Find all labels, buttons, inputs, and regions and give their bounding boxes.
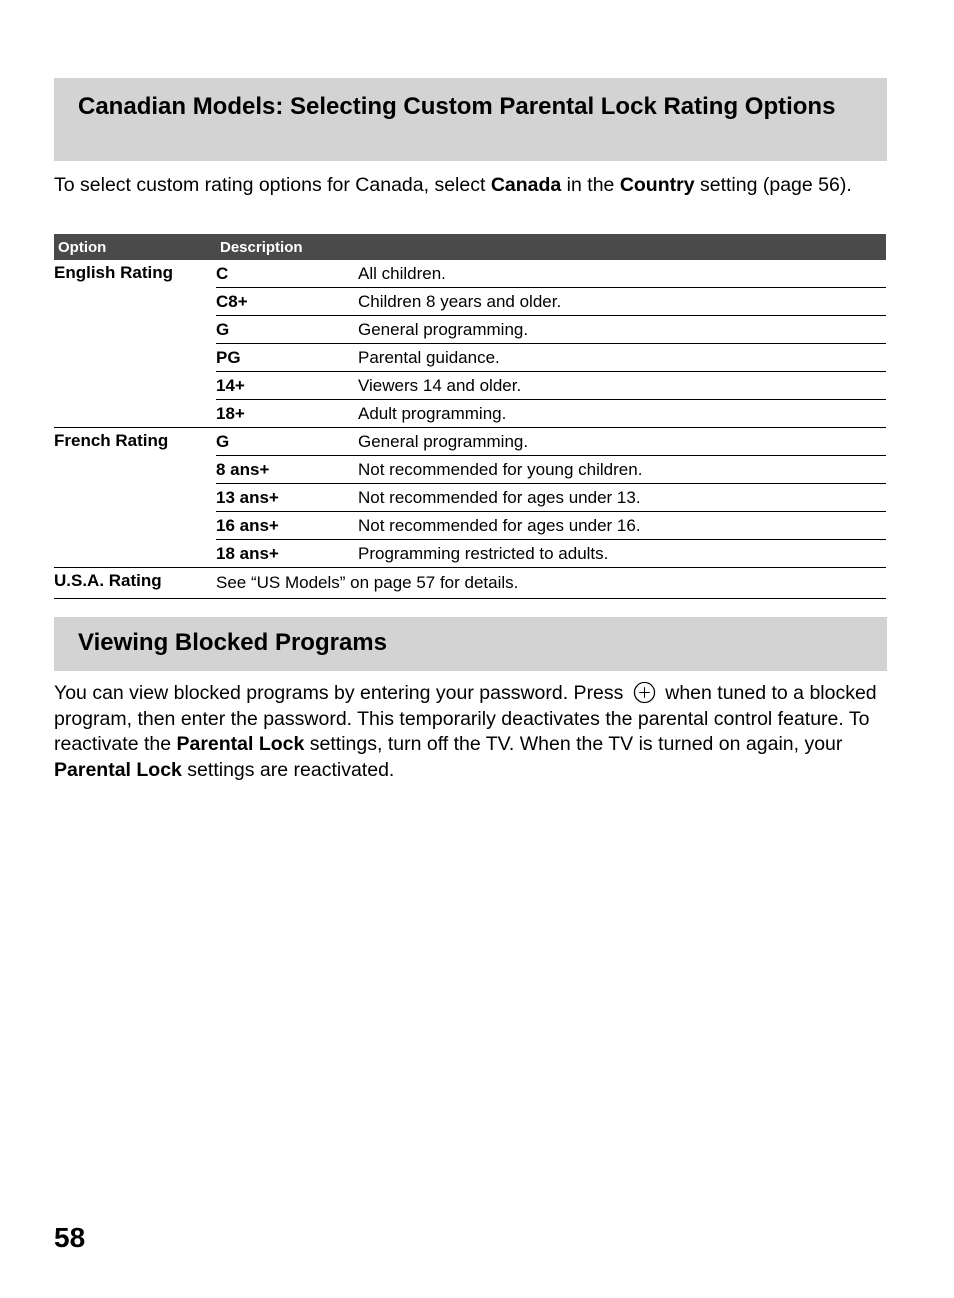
- intro-text: To select custom rating options for Canada, select: [54, 174, 491, 196]
- enter-button-icon: [633, 681, 656, 704]
- rating-desc: Programming restricted to adults.: [358, 540, 886, 568]
- table-row: [54, 568, 886, 599]
- header-description: Description: [216, 234, 886, 260]
- para-text: You can view blocked programs by entering your password. Press: [54, 682, 629, 704]
- para-text: settings are reactivated.: [181, 758, 395, 781]
- viewing-blocked-paragraph: [54, 681, 889, 783]
- intro-text-mid: in the: [561, 174, 620, 196]
- rating-code: G: [216, 316, 358, 344]
- page-number: 58: [54, 1222, 86, 1253]
- rating-desc: Adult programming.: [358, 400, 886, 428]
- option-french-rating: French Rating: [54, 428, 216, 568]
- section-title-viewing-blocked: Viewing Blocked Programs: [78, 629, 387, 656]
- intro-text-after: setting (page 56).: [694, 174, 852, 196]
- rating-code: 16 ans+: [216, 512, 358, 540]
- intro-bold-canada: Canada: [490, 174, 562, 196]
- table-row: [54, 428, 886, 456]
- rating-desc: Not recommended for ages under 13.: [358, 484, 886, 512]
- rating-desc: General programming.: [358, 316, 886, 344]
- table-row: [54, 260, 886, 288]
- option-usa-rating: U.S.A. Rating: [54, 568, 216, 599]
- rating-desc: Not recommended for ages under 16.: [358, 512, 886, 540]
- rating-desc: Viewers 14 and older.: [358, 372, 886, 400]
- intro-bold-country: Country: [619, 174, 695, 196]
- rating-desc: All children.: [358, 263, 446, 283]
- para-text: settings, turn off the TV. When the TV is turned on again, your: [304, 733, 843, 755]
- rating-desc: General programming.: [358, 428, 886, 456]
- rating-desc: Parental guidance.: [358, 344, 886, 372]
- header-option: Option: [54, 234, 216, 260]
- rating-code: C8+: [216, 288, 358, 316]
- bold-parental-lock: Parental Lock: [54, 758, 182, 781]
- rating-code: 8 ans+: [216, 456, 358, 484]
- para-text: when tuned to a blocked program, then enter the password. This temporarily deactivates the parental control feature. To reactivate the: [54, 682, 877, 755]
- rating-code: PG: [216, 344, 358, 372]
- rating-code: 18 ans+: [216, 540, 358, 568]
- rating-desc: Children 8 years and older.: [358, 288, 886, 316]
- rating-code: 18+: [216, 400, 358, 428]
- rating-desc: Not recommended for young children.: [358, 456, 886, 484]
- section-title-canadian: Canadian Models: Selecting Custom Parental Lock Rating Options: [78, 93, 836, 120]
- bold-parental-lock: Parental Lock: [176, 733, 305, 755]
- table-header-row: [54, 234, 886, 260]
- usa-rating-desc: See “US Models” on page 57 for details.: [216, 568, 886, 599]
- section-banner-viewing-blocked: [54, 617, 887, 671]
- rating-options-table: [54, 234, 886, 599]
- rating-code: C: [216, 263, 229, 283]
- rating-code: 14+: [216, 372, 358, 400]
- rating-code: 13 ans+: [216, 484, 358, 512]
- section-banner-canadian: [54, 78, 887, 161]
- intro-paragraph: [54, 173, 889, 199]
- option-english-rating: English Rating: [54, 263, 173, 282]
- rating-code: G: [216, 428, 358, 456]
